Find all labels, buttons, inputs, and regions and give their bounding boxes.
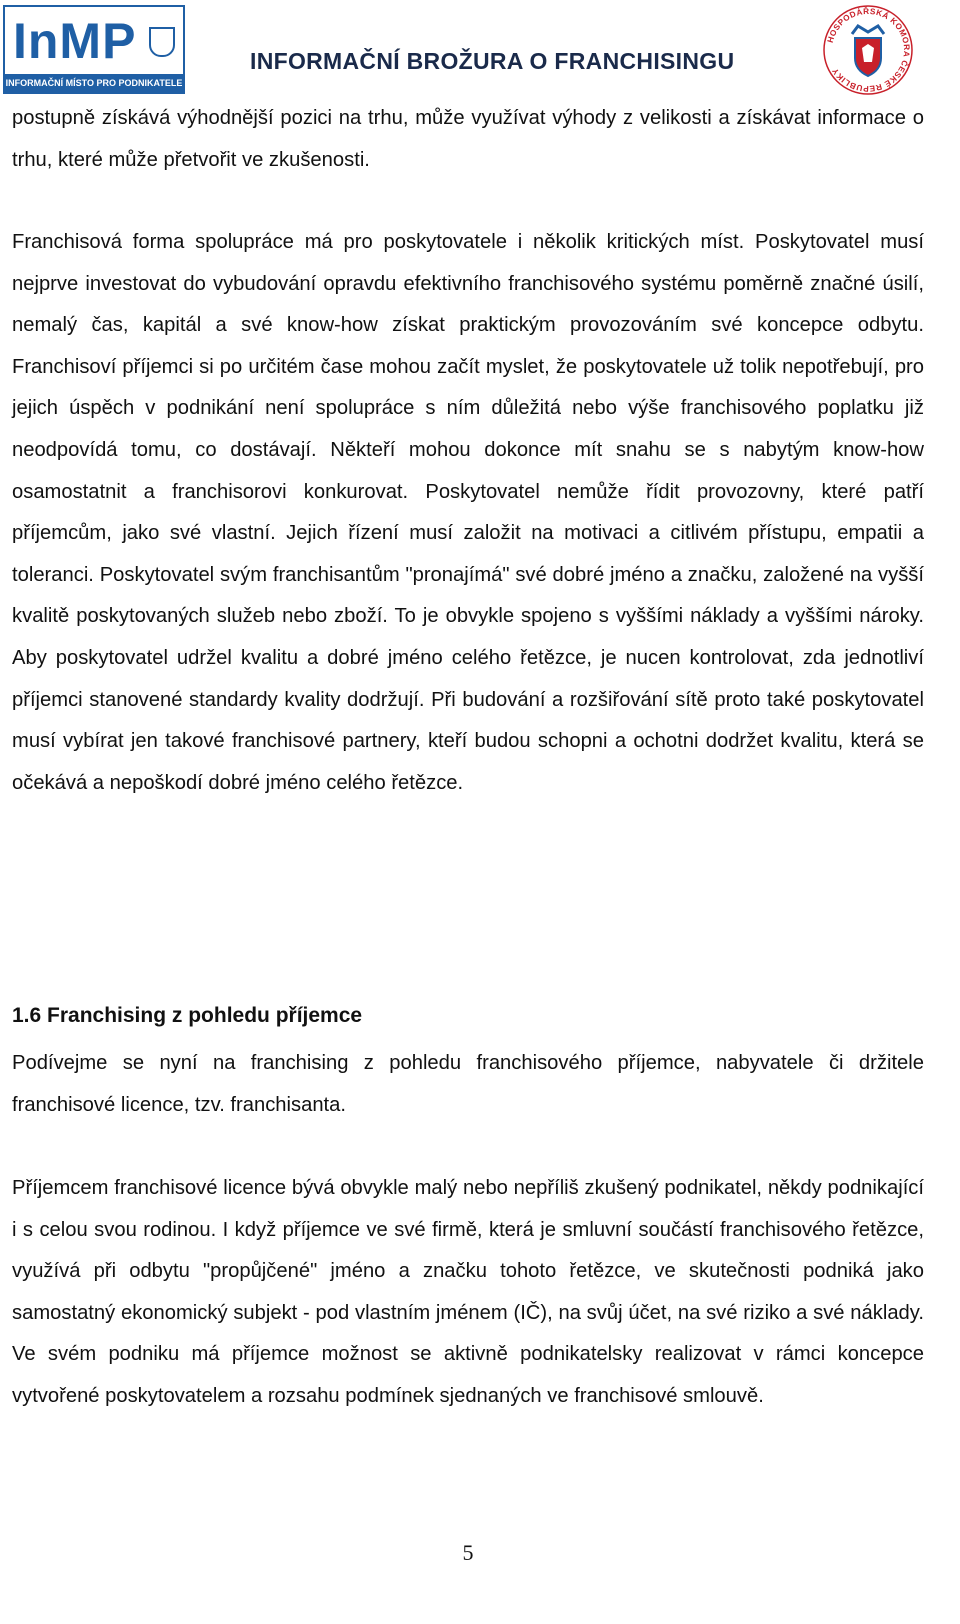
- chamber-of-commerce-seal-icon: [822, 4, 914, 96]
- paragraph-text: Franchisová forma spolupráce má pro poskytovatele i několik kritických míst. Poskytovatel musí nejprve investovat do vybudování opravdu efektivního franchisového systému poměrně značné úsilí, nemalý čas, kapitál a své know-how získat praktickým provozováním své koncepce odbytu. Franchisoví příjemci si po určitém čase mohou začít myslet, že poskytovatele už tolik nepotřebují, pro jejich úspěch v podnikání není spolupráce s ním důležitá nebo výše franchisového poplatku již neodpovídá tomu, co dostávají. Někteří mohou dokonce mít snahu se s nabytým know-how osamostatnit a franchisorovi konkurovat. Poskytovatel nemůže řídit provozovny, které patří příjemcům, jako své vlastní. Jejich řízení musí založit na motivaci a citlivém přístupu, empatii a toleranci. Poskytovatel svým franchisantům "pronajímá" své dobré jméno a značku, založené na vyšší kvalitě poskytovaných služeb nebo zboží. To je obvykle spojeno s vyššími náklady a vyššími nároky. Aby poskytovatel udržel kvalitu a dobré jméno celého řetězce, je nucen kontrolovat, zda jednotliví příjemci stanovené standardy kvality dodržují. Při budování a rozšiřování sítě proto také poskytovatel musí vybírat jen takové franchisové partnery, kteří budou schopni a ochotni dodržet kvalitu, která se očekává a nepoškodí dobré jméno celého řetězce.: [12, 231, 924, 794]
- inmp-logo-field: [5, 7, 183, 75]
- crest-icon: [149, 27, 175, 57]
- inmp-logo-text: InMP: [13, 13, 137, 69]
- inmp-logo-subtitle: INFORMAČNÍ MÍSTO PRO PODNIKATELE: [5, 74, 183, 92]
- paragraph-intro-continuation: [12, 98, 924, 181]
- section-heading: 1.6 Franchising z pohledu příjemce: [12, 1004, 363, 1027]
- page-header: [0, 0, 960, 100]
- page-number: 5: [462, 1540, 474, 1565]
- paragraph-franchisee-profile: [12, 1168, 924, 1418]
- paragraph-text: postupně získává výhodnější pozici na trhu, může využívat výhody z velikosti a získávat informace o trhu, které může přetvořit ve zkušenosti.: [12, 107, 924, 171]
- paragraph-franchisor-risks: [12, 222, 924, 804]
- paragraph-franchisee-view: [12, 1043, 924, 1126]
- paragraph-text: Podívejme se nyní na franchising z pohledu franchisového příjemce, nabyvatele či držitele franchisové licence, tzv. franchisanta.: [12, 1052, 924, 1116]
- paragraph-text: Příjemcem franchisové licence bývá obvykle malý nebo nepříliš zkušený podnikatel, někdy podnikající i s celou svou rodinou. I když příjemce ve své firmě, která je smluvní součástí franchisového řetězce, využívá při odbytu "propůjčené" jméno a značku tohoto řetězce, ve skutečnosti podniká jako samostatný ekonomický subjekt - pod vlastním jménem (IČ), na svůj účet, na své riziko a své náklady. Ve svém podniku má příjemce možnost se aktivně podnikatelsky realizovat v rámci koncepce vytvořené poskytovatelem a rozsahu podmínek sjednaných ve franchisové smlouvě.: [12, 1177, 924, 1407]
- inmp-logo: [3, 5, 185, 94]
- brochure-title: INFORMAČNÍ BROŽURA O FRANCHISINGU: [250, 48, 735, 74]
- seal-text: HOSPODÁŘSKÁ KOMORA ČESKÉ REPUBLIKY: [825, 6, 912, 94]
